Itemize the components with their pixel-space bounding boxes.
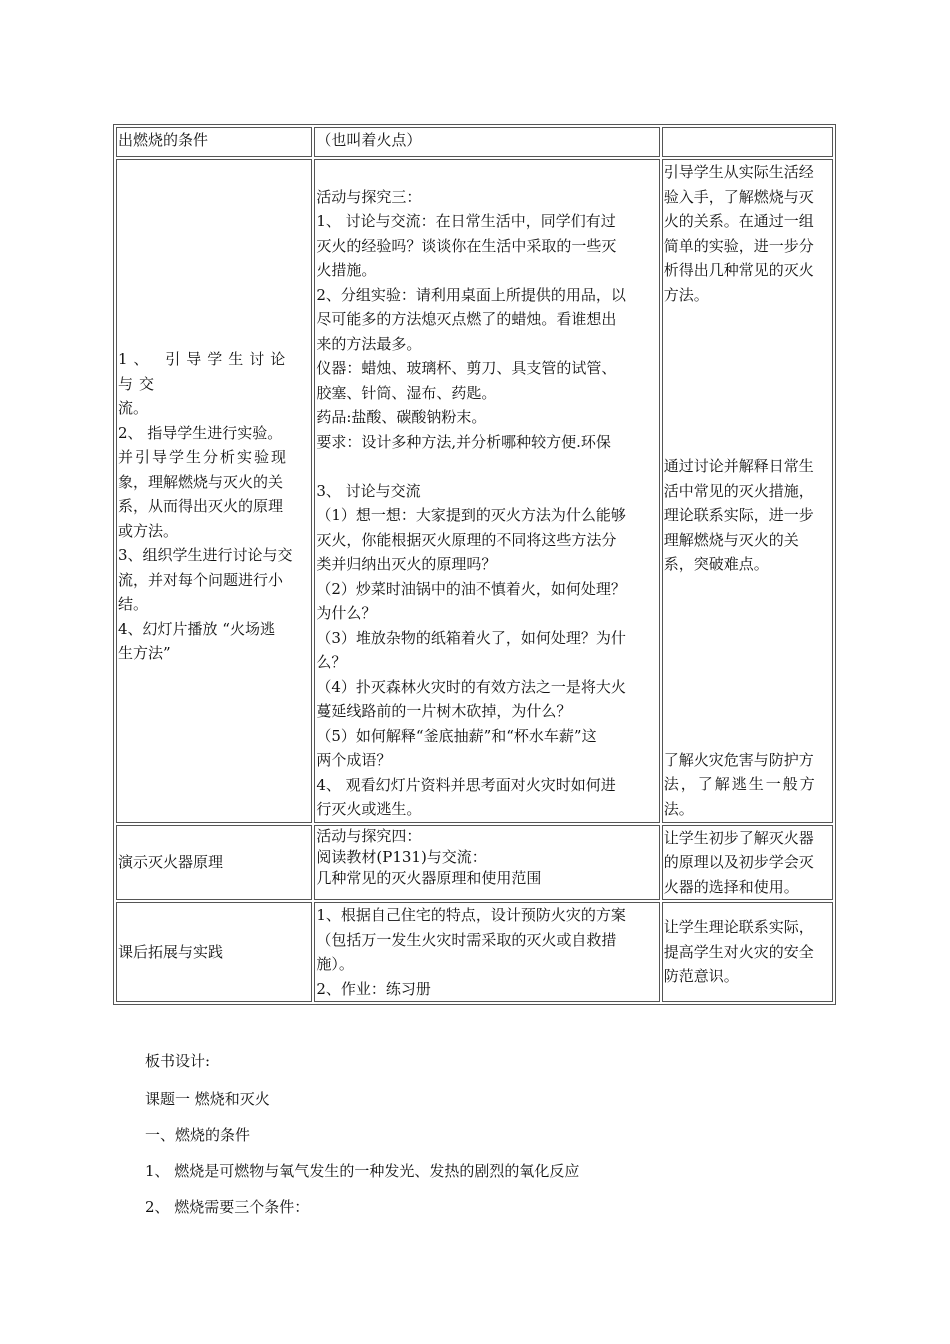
cell-line: 类并归纳出灭火的原理吗？	[316, 555, 497, 573]
design-intent-cell	[662, 159, 833, 823]
cell-line: 仪器：蜡烛、玻璃杯、剪刀、具支管的试管、	[316, 359, 617, 377]
cell-line: （5）如何解释“釜底抽薪”和“杯水车薪”这	[316, 726, 597, 745]
cell-line: 演示灭火器原理	[118, 853, 224, 871]
cell-line: 活动与探究四：	[316, 826, 422, 845]
cell-line: 法。	[663, 799, 694, 818]
cell-line: 了解火灾危害与防护方	[663, 750, 814, 769]
cell-line: 简单的实验，进一步分	[663, 236, 814, 255]
cell-line: （2）炒菜时油锅中的油不慎着火，如何处理？	[316, 579, 626, 598]
cell-line: 灭火，你能根据灭火原理的不同将这些方法分	[316, 530, 617, 549]
cell-line: 活中常见的灭火措施，	[663, 481, 814, 500]
table-row	[116, 902, 833, 1002]
cell-line: 2、作业：练习册	[316, 979, 431, 998]
cell-line: 出燃烧的条件	[118, 131, 209, 149]
teacher-activity-cell	[116, 902, 312, 1002]
cell-line: 提高学生对火灾的安全	[663, 942, 814, 961]
cell-line: 通过讨论并解释日常生	[663, 457, 814, 475]
cell-line: 两个成语？	[316, 751, 392, 769]
cell-line: 课后拓展与实践	[118, 942, 224, 961]
cell-line: 让学生理论联系实际，	[663, 918, 814, 937]
cell-line: 灭火的经验吗？谈谈你在生活中采取的一些灭	[316, 236, 617, 255]
cell-line: 尽可能多的方法熄灭点燃了的蜡烛。看谁想出	[316, 310, 617, 328]
design-intent-cell	[662, 825, 833, 901]
cell-line: 的原理以及初步学会灭	[663, 853, 814, 871]
cell-line: 防范意识。	[663, 967, 739, 986]
teacher-activity-cell	[116, 159, 312, 823]
cell-line: （也叫着火点）	[316, 131, 422, 149]
cell-line: 流，并对每个问题进行小	[118, 570, 284, 589]
student-activity-cell	[314, 159, 659, 823]
design-intent-cell	[662, 902, 833, 1002]
cell-line: 验入手，了解燃烧与灭	[663, 187, 814, 206]
lesson-plan-table	[113, 124, 836, 1005]
board-lesson-title: 课题一 燃烧和灭火	[145, 1090, 270, 1108]
cell-line: 结。	[118, 595, 149, 613]
cell-line: （1）想一想：大家提到的灭火方法为什么能够	[316, 506, 626, 524]
cell-line: 2、 指导学生进行实验。	[118, 423, 283, 442]
cell-line: 施）。	[316, 955, 354, 973]
cell-line: 流。	[118, 399, 149, 417]
cell-line: 析得出几种常见的灭火	[663, 261, 814, 279]
cell-line: 理解燃烧与灭火的关	[663, 530, 799, 549]
cell-line: 1、 讨论与交流：在日常生活中，同学们有过	[316, 212, 616, 230]
cell-line: 系，突破难点。	[663, 555, 769, 573]
cell-line: 方法。	[663, 285, 709, 304]
cell-line: 或方法。	[118, 521, 179, 540]
cell-line: 4、幻灯片播放 “火场逃	[118, 619, 275, 638]
board-point-1: 1、 燃烧是可燃物与氧气发生的一种发光、发热的剧烈的氧化反应	[145, 1162, 580, 1180]
cell-line: 来的方法最多。	[316, 334, 422, 353]
cell-line: 蔓延线路前的一片树木砍掉，为什么？	[316, 702, 572, 720]
student-activity-cell	[314, 127, 659, 157]
board-point-2: 2、 燃烧需要三个条件：	[145, 1198, 310, 1216]
cell-line: 象，理解燃烧与灭火的关	[118, 472, 284, 491]
cell-line: 3、组织学生进行讨论与交	[118, 546, 293, 564]
board-design-heading: 板书设计:	[145, 1052, 211, 1070]
cell-line: 2、分组实验：请利用桌面上所提供的用品，以	[316, 285, 626, 304]
design-intent-cell	[662, 127, 833, 157]
cell-line: 火器的选择和使用。	[663, 877, 799, 896]
table-row	[116, 127, 833, 157]
cell-line: 法，了解逃生一般方	[663, 775, 817, 793]
cell-line: 3、 讨论与交流	[316, 481, 421, 500]
cell-line: （4）扑灭森林火灾时的有效方法之一是将大火	[316, 677, 626, 696]
student-activity-cell	[314, 902, 659, 1002]
table-row	[116, 825, 833, 901]
cell-line: 4、 观看幻灯片资料并思考面对火灾时如何进	[316, 775, 616, 794]
cell-line: 行灭火或逃生。	[316, 800, 422, 818]
student-activity-cell	[314, 825, 659, 901]
table-row	[116, 159, 833, 823]
cell-line: （包括万一发生火灾时需采取的灭火或自救措	[316, 930, 617, 949]
cell-line: 活动与探究三：	[316, 187, 422, 206]
cell-line: 胶塞、针筒、湿布、药匙。	[316, 383, 497, 402]
cell-line: 为什么？	[316, 604, 377, 622]
cell-line: 药品:盐酸、碳酸钠粉末。	[316, 408, 487, 426]
cell-line: 么？	[316, 653, 347, 671]
cell-line: 让学生初步了解灭火器	[663, 828, 814, 847]
board-section-heading: 一、燃烧的条件	[145, 1126, 251, 1144]
cell-line: 引导学生从实际生活经	[663, 163, 814, 181]
cell-line: 1、根据自己住宅的特点，设计预防火灾的方案	[316, 906, 626, 924]
cell-line: 要求：设计多种方法,并分析哪种较方便.环保	[316, 432, 611, 451]
cell-line: 生方法”	[118, 644, 171, 662]
cell-line: 理论联系实际，进一步	[663, 506, 814, 524]
cell-line: 1、 引导学生讨论与交	[118, 350, 292, 393]
cell-line: 火的关系。在通过一组	[663, 212, 814, 230]
cell-line: 并引导学生分析实验现	[118, 448, 289, 466]
cell-line: 阅读教材(P131)与交流：	[316, 847, 487, 866]
cell-line: 系，从而得出灭火的原理	[118, 497, 284, 515]
teacher-activity-cell	[116, 825, 312, 901]
teacher-activity-cell	[116, 127, 312, 157]
cell-line: 几种常见的灭火器原理和使用范围	[316, 868, 542, 887]
cell-line: （3）堆放杂物的纸箱着火了，如何处理？为什	[316, 628, 626, 647]
cell-line: 火措施。	[316, 261, 377, 279]
